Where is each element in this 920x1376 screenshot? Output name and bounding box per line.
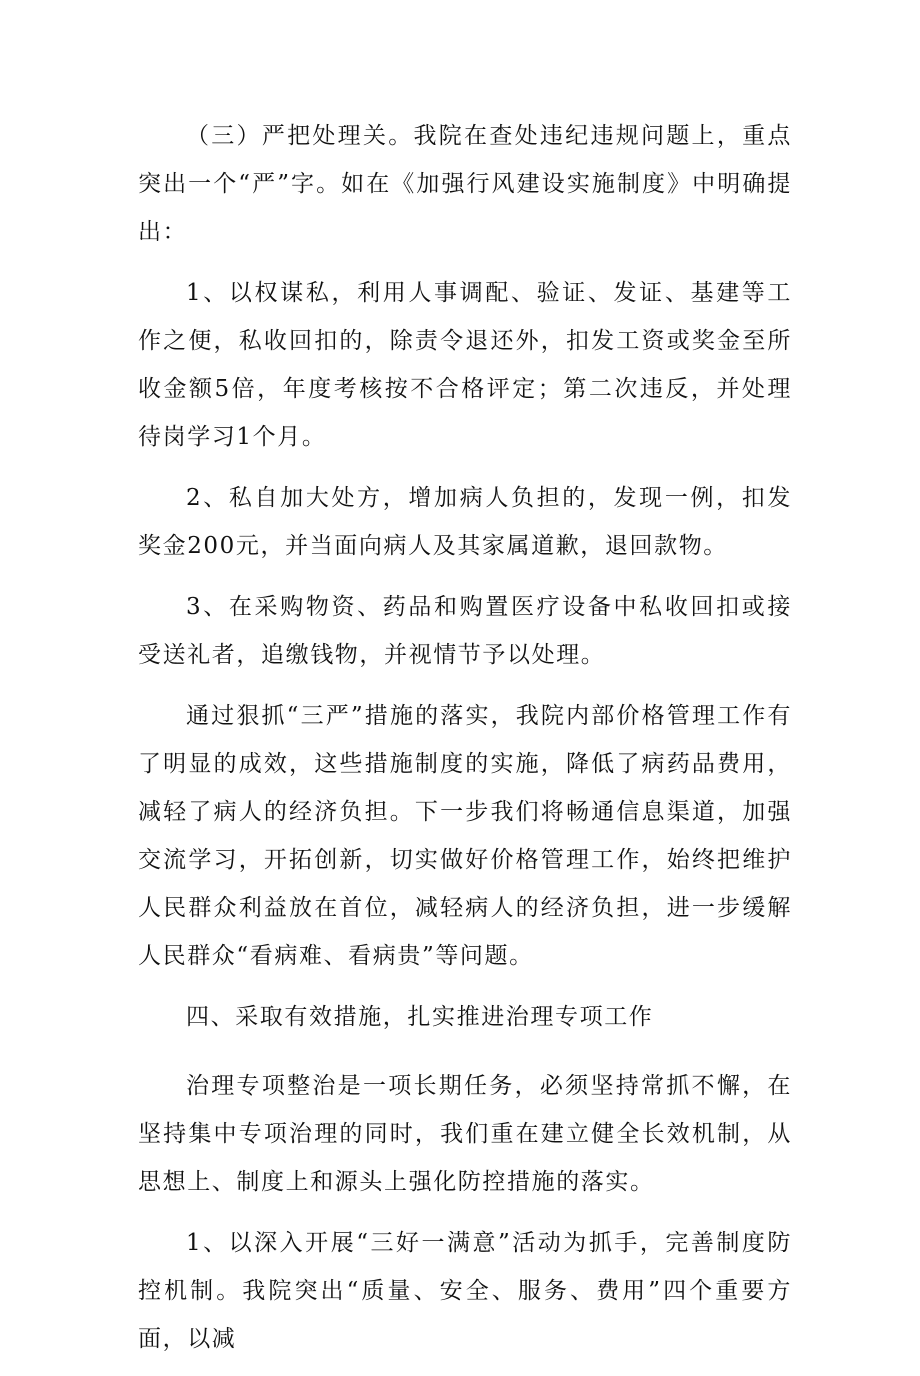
paragraph-rule-1: 1、以权谋私，利用人事调配、验证、发证、基建等工作之便，私收回扣的，除责令退还外，扣发工资或奖金至所收金额5倍，年度考核按不合格评定；第二次违反，并处理待岗学习1个月。: [138, 280, 792, 450]
paragraph-results: 通过狠抓“三严”措施的落实，我院内部价格管理工作有了明显的成效，这些措施制度的实施，降低了病药品费用，减轻了病人的经济负担。下一步我们将畅通信息渠道，加强交流学习，开拓创新，切实做好价格管理工作，始终把维护人民群众利益放在首位，减轻病人的经济负担，进一步缓解人民群众“看病难、看病贵”等问题。: [138, 703, 792, 969]
document-body: [138, 112, 792, 1376]
section-heading-four: 四、采取有效措施，扎实推进治理专项工作: [186, 1004, 654, 1030]
paragraph-strict-handling: （三）严把处理关。我院在查处违纪违规问题上，重点突出一个“严”字。如在《加强行风建设实施制度》中明确提出：: [138, 123, 792, 245]
paragraph-rule-2: 2、私自加大处方，增加病人负担的，发现一例，扣发奖金200元，并当面向病人及其家属道歉，退回款物。: [138, 485, 792, 559]
paragraph-measure-1: 1、以深入开展“三好一满意”活动为抓手，完善制度防控机制。我院突出“质量、安全、服务、费用”四个重要方面，以减: [138, 1230, 792, 1352]
paragraph-special-governance: 治理专项整治是一项长期任务，必须坚持常抓不懈，在坚持集中专项治理的同时，我们重在建立健全长效机制，从思想上、制度上和源头上强化防控措施的落实。: [138, 1073, 792, 1195]
paragraph-rule-3: 3、在采购物资、药品和购置医疗设备中私收回扣或接受送礼者，追缴钱物，并视情节予以处理。: [138, 594, 792, 668]
